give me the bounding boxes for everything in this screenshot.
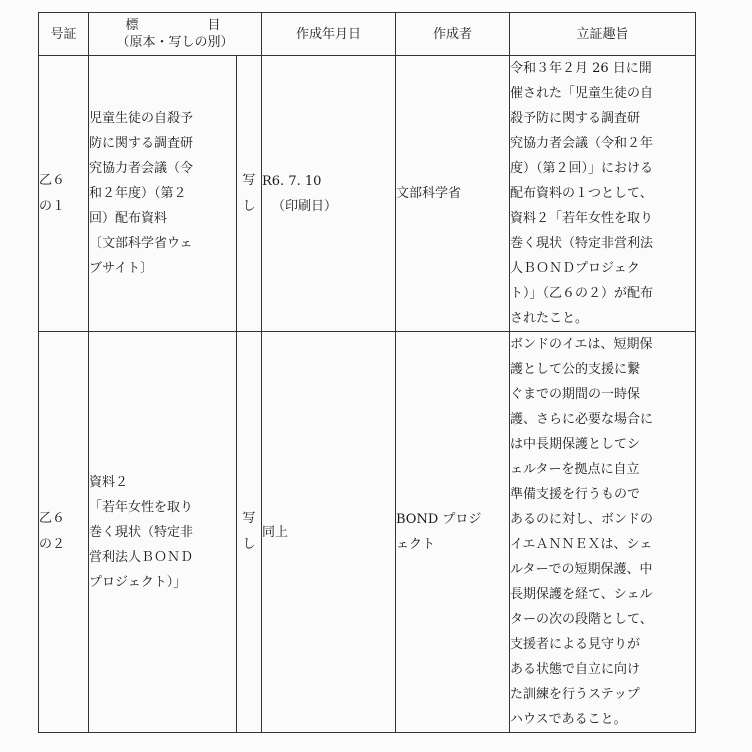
original-or-copy-line: し (242, 198, 256, 214)
original-or-copy (237, 56, 262, 332)
purpose-line: ハウスであること。 (510, 712, 627, 727)
evidence-number-line: 乙６ (39, 511, 66, 526)
author-line: ェクト (396, 537, 436, 552)
title-line: 資料２ (89, 474, 129, 490)
evidence-title (89, 56, 237, 332)
evidence-title (89, 332, 237, 733)
purpose-line: 巻く現状（特定非営利法 (510, 236, 654, 251)
evidence-table (38, 12, 696, 733)
evidence-number-line: の２ (39, 537, 66, 552)
purpose-line: ト）」（乙６の２）が配布 (510, 286, 654, 301)
purpose-line: あるのに対し、ボンドの (510, 512, 654, 527)
title-line: 回）配布資料 (89, 211, 168, 226)
author (396, 56, 510, 332)
original-or-copy-line: 写 (242, 511, 256, 526)
purpose-line: されたこと。 (510, 311, 589, 326)
title-line: ブサイト〕 (89, 261, 154, 276)
table-row (39, 56, 696, 332)
purpose-line: 支援者による見守りが (510, 637, 641, 652)
original-or-copy-line: 写 (242, 172, 256, 188)
purpose-line: 催された「児童生徒の自 (510, 86, 654, 101)
header-title (89, 13, 262, 56)
purpose-line: 護、さらに必要な場合に (510, 412, 654, 427)
title-line: 〔文部科学省ウェ (89, 236, 193, 251)
table-header-row (39, 13, 696, 56)
purpose-line: 度）（第２回）」における (510, 161, 654, 176)
original-or-copy-line: し (242, 537, 256, 552)
header-title-sub: （原本・写しの別） (116, 35, 234, 50)
purpose-line: 配布資料の１つとして、 (510, 186, 653, 201)
evidence-number-line: 乙６ (39, 172, 66, 188)
purpose-line: 資料２「若年女性を取り (510, 211, 654, 226)
creation-date-note: （印刷日） (272, 198, 338, 214)
creation-date-value: R6. 7. 10 (262, 173, 322, 189)
title-line: 「若年女性を取り (89, 499, 194, 515)
title-line: 和２年度）（第２ (89, 186, 187, 201)
original-or-copy (237, 332, 262, 733)
proof-purpose (510, 56, 696, 332)
purpose-line: は中長期保護としてシ (510, 437, 641, 452)
header-author: 作成者 (396, 13, 510, 56)
purpose-line: ぐまでの期間の一時保 (510, 387, 641, 402)
header-number: 号証 (39, 13, 89, 56)
table-row (39, 332, 696, 733)
creation-date-value: 同上 (262, 524, 289, 540)
purpose-line: た訓練を行うステップ (510, 687, 640, 702)
creation-date (262, 332, 396, 733)
purpose-line: イエＡＮＮＥＸは、シェ (510, 537, 653, 552)
purpose-line: 究協力者会議（令和２年 (510, 136, 654, 151)
creation-date (262, 56, 396, 332)
purpose-line: 護として公的支援に繋 (510, 362, 641, 377)
evidence-number (39, 332, 89, 733)
proof-purpose (510, 332, 696, 733)
author (396, 332, 510, 733)
purpose-line: 長期保護を経て、シェル (510, 587, 653, 602)
header-date: 作成年月日 (262, 13, 396, 56)
title-line: プロジェクト）」 (89, 574, 187, 590)
purpose-line: 準備支援を行うもので (510, 487, 641, 502)
title-line: 巻く現状（特定非 (89, 524, 194, 540)
purpose-line: 人ＢＯＮＤプロジェク (510, 261, 640, 276)
purpose-line: 令和３年２月 26 日に開 (510, 61, 652, 76)
evidence-number (39, 56, 89, 332)
purpose-line: ある状態で自立に向け (510, 662, 641, 677)
purpose-line: ボンドのイエは、短期保 (510, 337, 653, 352)
purpose-line: 殺予防に関する調査研 (510, 111, 641, 126)
title-line: 営利法人ＢＯＮＤ (89, 549, 194, 565)
title-line: 児童生徒の自殺予 (89, 111, 194, 126)
purpose-line: ェルターを拠点に自立 (510, 462, 640, 477)
title-line: 防に関する調査研 (89, 136, 194, 151)
author-line: 文部科学省 (396, 186, 462, 201)
author-line: BOND プロジ (396, 512, 482, 527)
header-purpose: 立証趣旨 (510, 13, 696, 56)
header-title-main: 標 目 (125, 18, 249, 33)
title-line: 究協力者会議（令 (89, 161, 194, 176)
purpose-line: ターの次の段階として、 (510, 612, 653, 627)
purpose-line: ルターでの短期保護、中 (510, 562, 653, 577)
evidence-number-line: の１ (39, 198, 66, 214)
